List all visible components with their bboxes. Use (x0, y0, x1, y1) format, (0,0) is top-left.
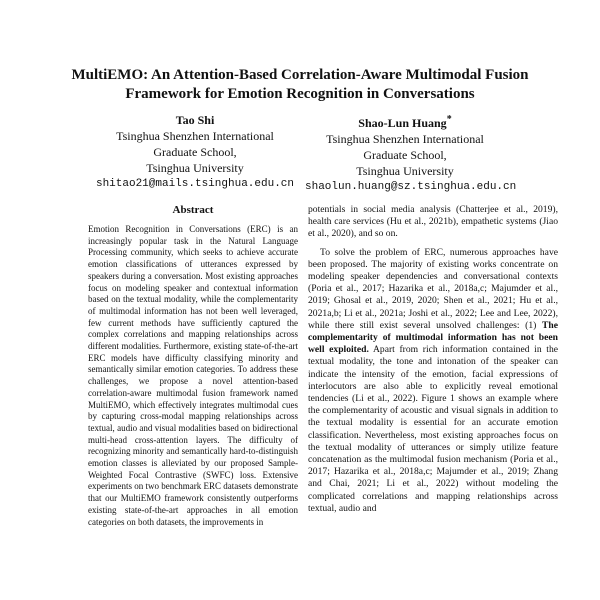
corresponding-author-mark: * (446, 114, 452, 125)
abstract-text: Emotion Recognition in Conversations (ERC) is an increasingly popular task in the Natural Language Processing community, which seeks to achieve accurate emotion classifications of utterances expressed by speakers during a conversation. Most existing approaches focus on modeling speaker and contextual information based on the textual modality, while the complementarity of multimodal information has not been well leveraged, few current methods have sufficiently captured the complex correlations and mapping relationships across different modalities. Furthermore, existing state-of-the-art ERC models have difficulty classifying minority and semantically similar emotion categories. To address these challenges, we propose a novel attention-based correlation-aware multimodal fusion framework named MultiEMO, which effectively integrates multimodal cues by capturing cross-modal mapping relationships across textual, audio and visual modalities based on bidirectional multi-head cross-attention layers. The difficulty of recognizing minority and semantically hard-to-distinguish emotion classes is alleviated by our proposed Sample-Weighted Focal Contrastive (SWFC) loss. Extensive experiments on two benchmark ERC datasets demonstrate that our MultiEMO framework consistently outperforms existing state-of-the-art approaches in all emotion categories on both datasets, the improvements in (88, 224, 298, 527)
author-affiliation: Graduate School, (363, 148, 447, 162)
intro-paragraph-2-start: To solve the problem of ERC, numerous approaches have been proposed. The majority of existing works concentrate on modeling speaker dependencies and conversational contexts (Poria et al., 2017; Hazarika et al., 2018a,c; Majumder et al., 2019; Ghosal et al., 2019, 2020; Shen et al., 2021; Hu et al., 2021a,b; Li et al., 2021a; Joshi et al., 2022; Lee and Lee, 2022), while there still exist several unsolved challenges: (1) (308, 246, 558, 331)
intro-paragraph-2 (308, 247, 558, 515)
author-block-1 (95, 112, 295, 192)
author-affiliation: Tsinghua University (146, 161, 244, 175)
author-email[interactable]: shitao21@mails.tsinghua.edu.cn (95, 178, 295, 190)
intro-highlight: The complementarity of multimodal information has not been well exploited. (308, 319, 558, 356)
author-name: Tao Shi (175, 113, 215, 127)
author-name-text: Shao-Lun Huang (358, 116, 447, 130)
intro-paragraph-2-end: Apart from rich information contained in the textual modality, the tone and intonation of the speaker can indicate the intensity of the emotion, facial expressions of interlocutors are also able to explicitly reveal emotional tendencies (Li et al., 2022). Figure 1 shows an example where the complementarity of acoustic and visual signals in addition to the textual modality is essential for an accurate emotion classification. Nevertheless, most existing approaches focus on the textual modality of utterances or simply utilize feature concatenation as the multimodal fusion mechanism (Poria et al., 2017; Hazarika et al., 2018a,c; Majumder et al., 2019; Zhang and Chai, 2021; Li et al., 2022) without modeling the complicated correlations and mapping relationships across textual, audio and (308, 344, 558, 514)
author-affiliation: Tsinghua University (356, 164, 454, 178)
author-affiliation: Graduate School, (153, 145, 237, 159)
paper-title: MultiEMO: An Attention-Based Correlation-Aware Multimodal Fusion Framework for Emotion Recognition in Conversations (71, 67, 529, 102)
author-affiliation: Tsinghua Shenzhen International (326, 132, 484, 146)
author-email[interactable]: shaolun.huang@sz.tsinghua.edu.cn (305, 181, 517, 193)
abstract-heading: Abstract (172, 204, 214, 216)
intro-column (308, 204, 558, 515)
author-affiliation: Tsinghua Shenzhen International (116, 129, 274, 143)
author-name (305, 112, 505, 131)
author-block-2 (305, 112, 517, 195)
intro-paragraph-1: potentials in social media analysis (Chatterjee et al., 2019), health care services (Hu et al., 2021b), empathetic systems (Jiao et al., 2020), and so on. (308, 204, 558, 240)
